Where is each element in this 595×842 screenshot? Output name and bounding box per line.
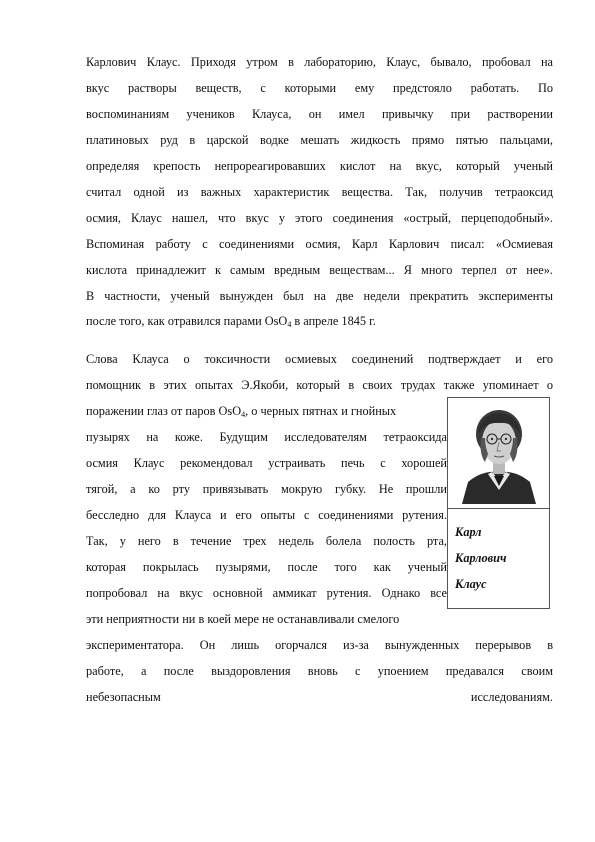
portrait-image — [454, 404, 544, 504]
text-line: бесследно для Клауса и его опыты с соединениями рутения. — [86, 508, 447, 522]
text-line: вкус растворы веществ, с которыми ему предстояло работать. По — [86, 81, 553, 95]
text-line: Так, у него в течение трех недель болела полость рта, — [86, 534, 447, 548]
text-line: попробовал на вкус основной аммикат рутения. Однако все — [86, 586, 447, 600]
portrait-caption-line: Карл — [455, 525, 482, 539]
portrait-caption-line: Карлович — [455, 551, 507, 565]
text-line: осмия, Клаус нашел, что вкус у этого соединения «острый, перцеподобный». — [86, 211, 553, 225]
text-line: В частности, ученый вынужден был на две недели прекратить эксперименты — [86, 289, 553, 303]
portrait-caption-line: Клаус — [455, 577, 487, 591]
text-line: помощник в этих опытах Э.Якоби, который в своих трудах также упоминает о — [86, 378, 553, 392]
text-fragment: небезопасным — [86, 690, 161, 704]
text-line: осмия Клаус рекомендовал устраивать печь с хорошей — [86, 456, 447, 470]
text-line — [86, 313, 553, 329]
text-fragment: , о черных пятнах и гнойных — [245, 404, 397, 418]
text-line: тягой, а ко рту привязывать мокрую губку. Не прошли — [86, 482, 447, 496]
text-line: которая покрылась пузырями, после того как ученый — [86, 560, 447, 574]
text-line — [86, 689, 553, 705]
text-line: пузырях на коже. Будущим исследователям тетраоксида — [86, 430, 447, 444]
text-fragment: поражении глаз от паров OsO — [86, 404, 242, 418]
text-fragment: в апреле 1845 г. — [291, 314, 376, 328]
text-line — [86, 403, 447, 419]
portrait-divider — [448, 508, 549, 509]
text-line: Вспоминая работу с соединениями осмия, Карл Карлович писал: «Осмиевая — [86, 237, 553, 251]
portrait-frame — [447, 397, 550, 609]
subscript: 4 — [287, 320, 292, 329]
text-line: эти неприятности ни в коей мере не останавливали смелого — [86, 612, 400, 626]
text-line: определяя крепость непрореагировавших кислот на вкус, который ученый — [86, 159, 553, 173]
subscript: 4 — [241, 410, 246, 419]
text-line: считал одной из важных характеристик вещества. Так, получив тетраоксид — [86, 185, 553, 199]
text-line: экспериментатора. Он лишь огорчался из-за вынужденных перерывов в — [86, 638, 553, 652]
text-line: Слова Клауса о токсичности осмиевых соединений подтверждает и его — [86, 352, 553, 366]
text-fragment: исследованиям. — [470, 690, 553, 704]
text-line: воспоминаниям учеников Клауса, он имел привычку при растворении — [86, 107, 553, 121]
text-line: Карлович Клаус. Приходя утром в лабораторию, Клаус, бывало, пробовал на — [86, 55, 553, 69]
text-line: работе, а после выздоровления вновь с упоением предавался своим — [86, 664, 553, 678]
text-line: кислота принадлежит к самым вредным веществам... Я много терпел от нее». — [86, 263, 553, 277]
text-line: платиновых руд в царской водке мешать жидкость прямо пятью пальцами, — [86, 133, 553, 147]
text-fragment: после того, как отравился парами OsO — [86, 314, 288, 328]
